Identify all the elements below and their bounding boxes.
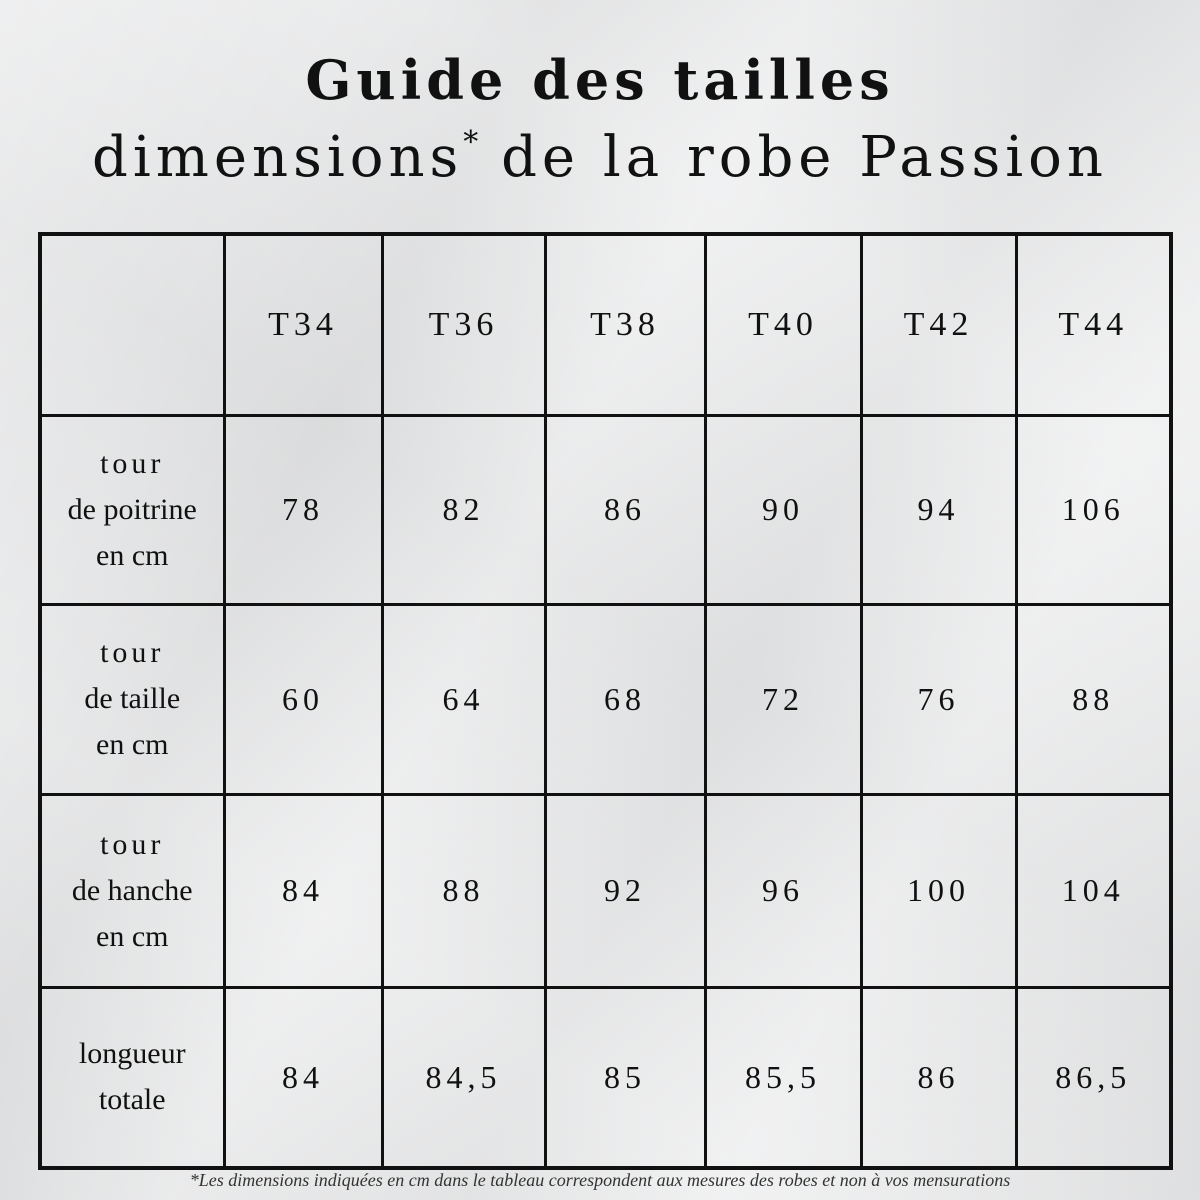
table-cell: 96 xyxy=(705,794,861,987)
table-cell: 104 xyxy=(1016,794,1171,987)
table-row xyxy=(40,604,1171,794)
header-corner-cell xyxy=(40,234,224,415)
column-header-size: T40 xyxy=(705,234,861,415)
row-label-line: en cm xyxy=(96,919,169,953)
table-cell: 86 xyxy=(545,415,705,604)
table-cell: 68 xyxy=(545,604,705,794)
footnote-marker: * xyxy=(463,125,479,160)
row-label-bust xyxy=(40,415,224,604)
table-cell: 82 xyxy=(382,415,545,604)
row-label-line: en cm xyxy=(96,728,169,761)
table-cell: 92 xyxy=(545,794,705,987)
row-label-line: de poitrine xyxy=(67,492,197,526)
row-label-line: en cm xyxy=(96,538,169,572)
row-label-line: de taille xyxy=(84,682,181,715)
row-label-line: totale xyxy=(98,1083,166,1117)
table-row xyxy=(40,794,1171,987)
column-header-size: T44 xyxy=(1016,234,1171,415)
table-cell: 86 xyxy=(861,987,1016,1168)
column-header-size: T38 xyxy=(545,234,705,415)
row-label-line: longueur xyxy=(78,1037,186,1071)
table-cell: 88 xyxy=(1016,604,1171,794)
column-header-size: T42 xyxy=(861,234,1016,415)
subtitle-text-end: de la robe Passion xyxy=(478,125,1108,190)
column-header-size: T34 xyxy=(224,234,382,415)
size-guide-table xyxy=(38,232,1173,1170)
footnote: *Les dimensions indiquées en cm dans le tableau correspondent aux mesures des robes et non à vos mensurations xyxy=(189,1170,1011,1190)
table-cell: 86,5 xyxy=(1016,987,1171,1168)
row-label-line: de hanche xyxy=(71,873,193,907)
subtitle-text: dimensions xyxy=(92,125,464,190)
table-cell: 84,5 xyxy=(382,987,545,1168)
row-label-hip xyxy=(40,794,224,987)
page-title: Guide des tailles xyxy=(305,48,895,112)
table-cell: 60 xyxy=(224,604,382,794)
table-cell: 85 xyxy=(545,987,705,1168)
table-cell: 84 xyxy=(224,987,382,1168)
table-cell: 85,5 xyxy=(705,987,861,1168)
table-cell: 88 xyxy=(382,794,545,987)
table-cell: 78 xyxy=(224,415,382,604)
table-cell: 90 xyxy=(705,415,861,604)
row-label-length xyxy=(40,987,224,1168)
row-label-line: tour xyxy=(100,827,165,861)
row-label-line: tour xyxy=(100,446,165,480)
table-cell: 94 xyxy=(861,415,1016,604)
table-row xyxy=(40,415,1171,604)
row-label-line: tour xyxy=(100,636,165,669)
table-cell: 106 xyxy=(1016,415,1171,604)
table-cell: 100 xyxy=(861,794,1016,987)
column-header-size: T36 xyxy=(382,234,545,415)
table-cell: 64 xyxy=(382,604,545,794)
table-row xyxy=(40,987,1171,1168)
table-cell: 72 xyxy=(705,604,861,794)
page-subtitle xyxy=(0,118,1200,198)
table-cell: 84 xyxy=(224,794,382,987)
table-header-row xyxy=(40,234,1171,415)
row-label-waist xyxy=(40,604,224,794)
table-cell: 76 xyxy=(861,604,1016,794)
